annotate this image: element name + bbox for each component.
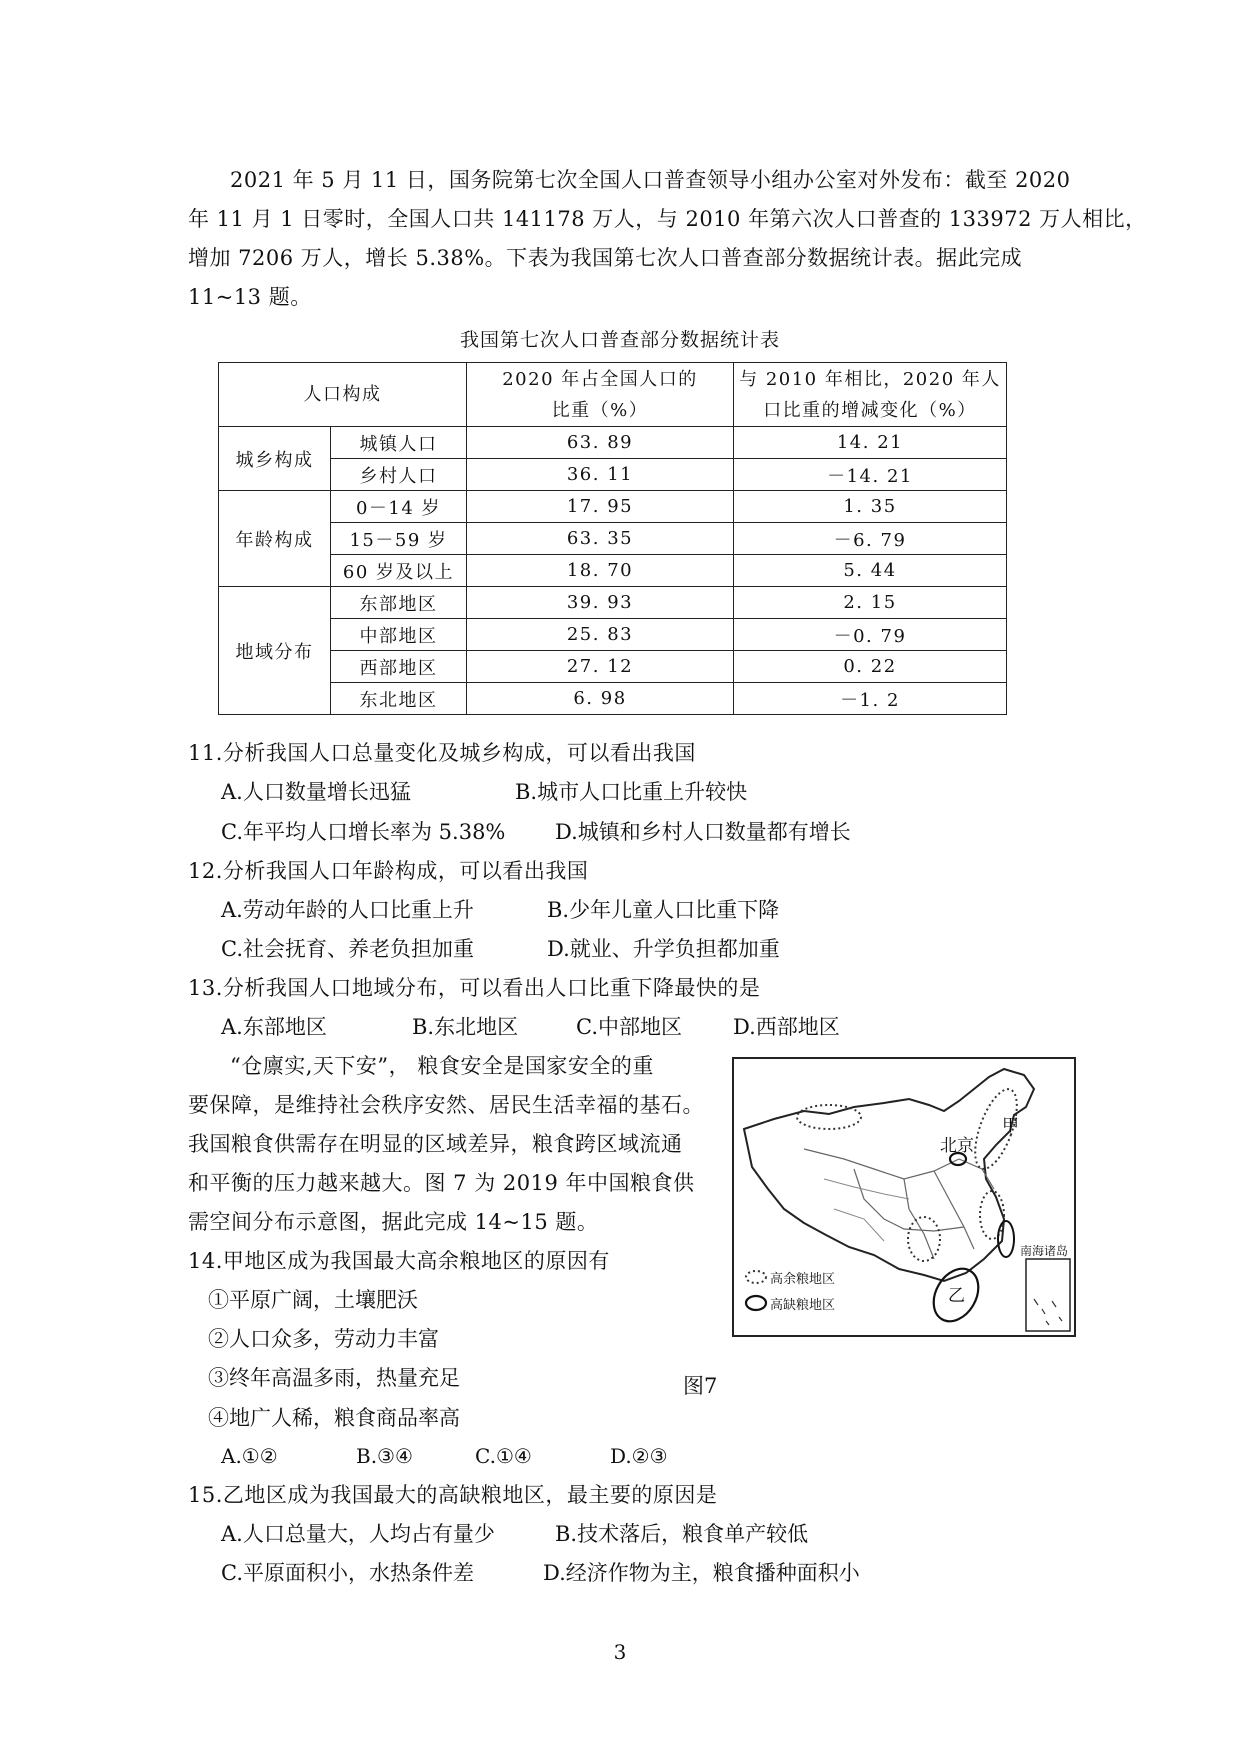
row-share: 63. 35 [467, 523, 734, 555]
row-change: 14. 21 [734, 427, 1007, 459]
passage2-line-3: 我国粮食供需存在明显的区域差异，粮食跨区域流通 [188, 1132, 683, 1156]
table-row [219, 523, 1007, 555]
row-item: 城镇人口 [331, 427, 467, 459]
intro-line-1: 2021 年 5 月 11 日，国务院第七次全国人口普查领导小组办公室对外发布：截至 2020 [230, 168, 1071, 192]
row-share: 17. 95 [467, 491, 734, 523]
surplus-region-central [908, 1217, 940, 1261]
table-row [219, 587, 1007, 619]
table-row [219, 683, 1007, 715]
group-label-age: 年龄构成 [219, 491, 331, 587]
intro-line-4: 11~13 题。 [188, 285, 312, 309]
surplus-region-east [980, 1191, 1004, 1239]
row-item: 中部地区 [331, 619, 467, 651]
map-label-beijing: 北京 [940, 1136, 974, 1156]
map-label-nanhai: 南海诸岛 [1020, 1244, 1069, 1258]
row-share: 63. 89 [467, 427, 734, 459]
row-item: 西部地区 [331, 651, 467, 683]
row-item: 60 岁及以上 [331, 555, 467, 587]
south-sea-islands [1034, 1299, 1062, 1325]
china-map-graphic [734, 1059, 1074, 1335]
legend-deficit-label: 高缺粮地区 [770, 1298, 836, 1313]
header-change-line2: 口比重的增减变化（%） [763, 399, 977, 421]
row-change: 2. 15 [734, 587, 1007, 619]
table-header-row [219, 363, 1007, 427]
table-row [219, 555, 1007, 587]
china-outline [744, 1069, 1034, 1281]
q15-option-b[interactable]: B.技术落后，粮食单产较低 [555, 1522, 809, 1546]
q11-option-d[interactable]: D.城镇和乡村人口数量都有增长 [555, 820, 851, 844]
q14-option-d[interactable]: D.②③ [610, 1444, 668, 1468]
header-change-since-2010 [734, 363, 1007, 427]
q14-statement-3: ③终年高温多雨，热量充足 [208, 1366, 460, 1390]
page-number: 3 [613, 1640, 627, 1664]
header-share-2020 [467, 363, 734, 427]
river-line [824, 1179, 909, 1199]
legend-surplus-label: 高余粮地区 [770, 1272, 836, 1287]
legend-deficit-symbol [746, 1296, 766, 1310]
row-share: 27. 12 [467, 651, 734, 683]
row-item: 乡村人口 [331, 459, 467, 491]
q14-option-b[interactable]: B.③④ [356, 1444, 413, 1468]
q13-option-c[interactable]: C.中部地区 [576, 1015, 682, 1039]
q12-option-d[interactable]: D.就业、升学负担都加重 [547, 937, 780, 961]
row-change: －0. 79 [734, 619, 1007, 651]
row-item: 东北地区 [331, 683, 467, 715]
row-share: 39. 93 [467, 587, 734, 619]
q12-option-b[interactable]: B.少年儿童人口比重下降 [547, 898, 780, 922]
map-label-jia: 甲 [1002, 1116, 1019, 1136]
row-change: 5. 44 [734, 555, 1007, 587]
header-share-line1: 2020 年占全国人口的 [502, 368, 698, 390]
deficit-region-east-coast [998, 1221, 1014, 1257]
map-label-yi: 乙 [948, 1286, 965, 1306]
q14-stem: 14.甲地区成为我国最大高余粮地区的原因有 [188, 1249, 610, 1273]
row-change: 1. 35 [734, 491, 1007, 523]
intro-line-3: 增加 7206 万人，增长 5.38%。下表为我国第七次人口普查部分数据统计表。据此完成 [188, 246, 1023, 270]
q13-stem: 13.分析我国人口地域分布，可以看出人口比重下降最快的是 [188, 976, 761, 1000]
row-item: 东部地区 [331, 587, 467, 619]
passage2-line-5: 需空间分布示意图，据此完成 14~15 题。 [188, 1210, 599, 1234]
q14-statement-1: ①平原广阔，土壤肥沃 [208, 1288, 418, 1312]
group-label-urban-rural: 城乡构成 [219, 427, 331, 491]
china-grain-map [732, 1057, 1076, 1337]
row-share: 36. 11 [467, 459, 734, 491]
province-boundary [934, 1171, 974, 1249]
passage2-line-2: 要保障，是维持社会秩序安然、居民生活幸福的基石。 [188, 1093, 704, 1117]
table-row [219, 459, 1007, 491]
river-line [834, 1209, 884, 1241]
passage2-line-4: 和平衡的压力越来越大。图 7 为 2019 年中国粮食供 [188, 1171, 695, 1195]
row-change: －6. 79 [734, 523, 1007, 555]
row-change: 0. 22 [734, 651, 1007, 683]
surplus-region-northwest [797, 1105, 861, 1129]
table-row [219, 619, 1007, 651]
q13-option-a[interactable]: A.东部地区 [221, 1015, 327, 1039]
header-population-composition: 人口构成 [219, 363, 467, 427]
q14-option-c[interactable]: C.①④ [475, 1444, 532, 1468]
row-share: 18. 70 [467, 555, 734, 587]
passage2-line-1: “仓廪实,天下安”， 粮食安全是国家安全的重 [230, 1054, 654, 1078]
q11-option-a[interactable]: A.人口数量增长迅猛 [221, 780, 411, 804]
q12-option-c[interactable]: C.社会抚育、养老负担加重 [221, 937, 474, 961]
row-share: 25. 83 [467, 619, 734, 651]
q14-option-a[interactable]: A.①② [221, 1444, 278, 1468]
q14-statement-2: ②人口众多，劳动力丰富 [208, 1327, 439, 1351]
table-row [219, 491, 1007, 523]
province-boundary [854, 1169, 964, 1231]
group-label-region: 地域分布 [219, 587, 331, 715]
q13-option-b[interactable]: B.东北地区 [412, 1015, 519, 1039]
q15-option-a[interactable]: A.人口总量大，人均占有量少 [221, 1522, 495, 1546]
south-sea-inset-frame [1026, 1259, 1070, 1331]
q15-stem: 15.乙地区成为我国最大的高缺粮地区，最主要的原因是 [188, 1483, 718, 1507]
figure-label: 图7 [683, 1374, 718, 1398]
row-change: －14. 21 [734, 459, 1007, 491]
q12-stem: 12.分析我国人口年龄构成，可以看出我国 [188, 859, 589, 883]
q15-option-c[interactable]: C.平原面积小，水热条件差 [221, 1561, 474, 1585]
q14-statement-4: ④地广人稀，粮食商品率高 [208, 1406, 460, 1430]
q13-option-d[interactable]: D.西部地区 [733, 1015, 840, 1039]
row-item: 0－14 岁 [331, 491, 467, 523]
table-caption: 我国第七次人口普查部分数据统计表 [459, 329, 780, 351]
q11-option-c[interactable]: C.年平均人口增长率为 5.38% [221, 820, 506, 844]
q11-option-b[interactable]: B.城市人口比重上升较快 [515, 780, 748, 804]
row-change: －1. 2 [734, 683, 1007, 715]
header-change-line1: 与 2010 年相比，2020 年人 [739, 368, 1001, 390]
intro-line-2: 年 11 月 1 日零时，全国人口共 141178 万人，与 2010 年第六次人口普查的 133972 万人相比， [188, 207, 1147, 231]
header-share-line2: 比重（%） [551, 399, 649, 421]
q11-stem: 11.分析我国人口总量变化及城乡构成，可以看出我国 [188, 741, 696, 765]
q15-option-d[interactable]: D.经济作物为主，粮食播种面积小 [543, 1561, 860, 1585]
row-item: 15－59 岁 [331, 523, 467, 555]
table-row [219, 651, 1007, 683]
row-share: 6. 98 [467, 683, 734, 715]
q12-option-a[interactable]: A.劳动年龄的人口比重上升 [221, 898, 474, 922]
table-row [219, 427, 1007, 459]
census-table [218, 362, 1007, 715]
legend-surplus-symbol [746, 1271, 766, 1283]
